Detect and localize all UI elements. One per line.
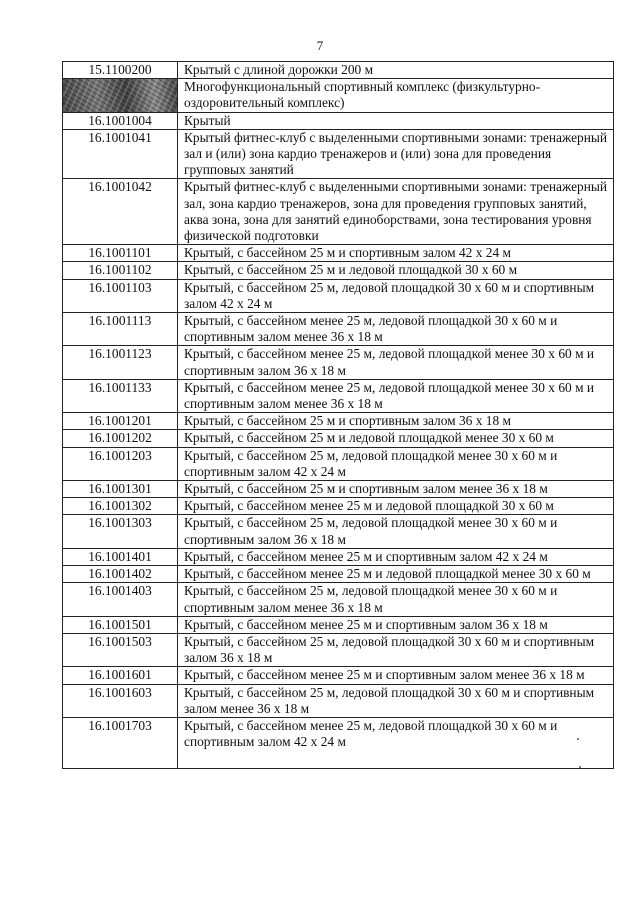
code-cell: 16.1001603	[63, 684, 178, 717]
code-cell: 16.1001101	[63, 245, 178, 262]
table-row	[63, 129, 614, 179]
code-cell: 16.1001102	[63, 262, 178, 279]
table-row	[63, 566, 614, 583]
code-cell: 16.1001042	[63, 179, 178, 245]
code-cell: 16.1001203	[63, 447, 178, 480]
description-cell: Крытый, с бассейном 25 м и ледовой площадкой 30 x 60 м	[178, 262, 614, 279]
table-row	[63, 481, 614, 498]
code-cell: 16.1001201	[63, 413, 178, 430]
code-cell: 16.1001202	[63, 430, 178, 447]
description-cell: Крытый, с бассейном менее 25 м, ледовой площадкой 30 x 60 м и спортивным залом менее 36 x 18 м	[178, 313, 614, 346]
scan-speck	[577, 738, 579, 740]
table-row	[63, 346, 614, 379]
table-row	[63, 616, 614, 633]
description-cell: Крытый фитнес-клуб с выделенными спортивными зонами: тренажерный зал, зона кардио тренажеров, зона для проведения групповых занятий, аква зона, зона для занятий единоборствами, зона тестирования уровня физической подготовки	[178, 179, 614, 245]
description-cell: Крытый, с бассейном 25 м, ледовой площадкой менее 30 x 60 м и спортивным залом 36 x 18 м	[178, 515, 614, 548]
description-cell: Крытый, с бассейном менее 25 м, ледовой площадкой 30 x 60 м и спортивным залом 42 x 24 м	[178, 717, 614, 768]
code-cell: 16.1001703	[63, 717, 178, 768]
table-row	[63, 262, 614, 279]
description-cell: Крытый, с бассейном 25 м и ледовой площадкой менее 30 x 60 м	[178, 430, 614, 447]
table-row	[63, 179, 614, 245]
table-row	[63, 684, 614, 717]
table-row	[63, 279, 614, 312]
description-cell: Многофункциональный спортивный комплекс (физкультурно-оздоровительный комплекс)	[178, 79, 614, 112]
table-row	[63, 667, 614, 684]
facility-codes-table	[62, 61, 614, 769]
code-cell: 16.1001041	[63, 129, 178, 179]
description-cell: Крытый, с бассейном 25 м, ледовой площадкой 30 x 60 м и спортивным залом 42 x 24 м	[178, 279, 614, 312]
description-cell: Крытый, с бассейном 25 м и спортивным залом 36 x 18 м	[178, 413, 614, 430]
description-cell: Крытый, с бассейном менее 25 м и спортивным залом 42 x 24 м	[178, 548, 614, 565]
description-cell: Крытый, с бассейном менее 25 м и ледовой площадкой 30 x 60 м	[178, 498, 614, 515]
table-row	[63, 633, 614, 666]
description-cell: Крытый	[178, 112, 614, 129]
table-row	[63, 515, 614, 548]
redacted-code-cell	[63, 79, 178, 112]
table-row	[63, 548, 614, 565]
table-row	[63, 79, 614, 112]
description-cell: Крытый, с бассейном 25 м, ледовой площадкой менее 30 x 60 м и спортивным залом 42 x 24 м	[178, 447, 614, 480]
code-cell: 16.1001004	[63, 112, 178, 129]
code-cell: 16.1001303	[63, 515, 178, 548]
table-row	[63, 112, 614, 129]
description-cell: Крытый с длиной дорожки 200 м	[178, 62, 614, 79]
code-cell: 16.1001402	[63, 566, 178, 583]
table-row	[63, 62, 614, 79]
description-cell: Крытый, с бассейном 25 м и спортивным залом 42 x 24 м	[178, 245, 614, 262]
code-cell: 16.1001401	[63, 548, 178, 565]
code-cell: 16.1001403	[63, 583, 178, 616]
table-row	[63, 447, 614, 480]
code-cell: 16.1001601	[63, 667, 178, 684]
code-cell: 16.1001133	[63, 379, 178, 412]
description-cell: Крытый, с бассейном 25 м и спортивным залом менее 36 x 18 м	[178, 481, 614, 498]
description-cell: Крытый, с бассейном менее 25 м и ледовой площадкой менее 30 x 60 м	[178, 566, 614, 583]
table-row	[63, 717, 614, 768]
code-cell: 16.1001123	[63, 346, 178, 379]
table-row	[63, 413, 614, 430]
table-row	[63, 430, 614, 447]
description-cell: Крытый, с бассейном 25 м, ледовой площадкой 30 x 60 м и спортивным залом 36 x 18 м	[178, 633, 614, 666]
description-cell: Крытый, с бассейном 25 м, ледовой площадкой менее 30 x 60 м и спортивным залом менее 36 x 18 м	[178, 583, 614, 616]
scan-speck	[579, 766, 581, 768]
code-cell: 16.1001302	[63, 498, 178, 515]
code-cell: 16.1001113	[63, 313, 178, 346]
table-row	[63, 498, 614, 515]
description-cell: Крытый, с бассейном менее 25 м и спортивным залом 36 x 18 м	[178, 616, 614, 633]
table-row	[63, 245, 614, 262]
description-cell: Крытый фитнес-клуб с выделенными спортивными зонами: тренажерный зал и (или) зона кардио тренажеров и (или) зона для проведения групповых занятий	[178, 129, 614, 179]
description-cell: Крытый, с бассейном менее 25 м, ледовой площадкой менее 30 x 60 м и спортивным залом менее 36 x 18 м	[178, 379, 614, 412]
code-cell: 16.1001501	[63, 616, 178, 633]
table-row	[63, 379, 614, 412]
table-row	[63, 583, 614, 616]
code-cell: 15.1100200	[63, 62, 178, 79]
description-cell: Крытый, с бассейном 25 м, ледовой площадкой 30 x 60 м и спортивным залом менее 36 x 18 м	[178, 684, 614, 717]
page-number: 7	[316, 38, 324, 53]
description-cell: Крытый, с бассейном менее 25 м, ледовой площадкой менее 30 x 60 м и спортивным залом 36 x 18 м	[178, 346, 614, 379]
code-cell: 16.1001301	[63, 481, 178, 498]
table-row	[63, 313, 614, 346]
description-cell: Крытый, с бассейном менее 25 м и спортивным залом менее 36 x 18 м	[178, 667, 614, 684]
code-cell: 16.1001103	[63, 279, 178, 312]
code-cell: 16.1001503	[63, 633, 178, 666]
